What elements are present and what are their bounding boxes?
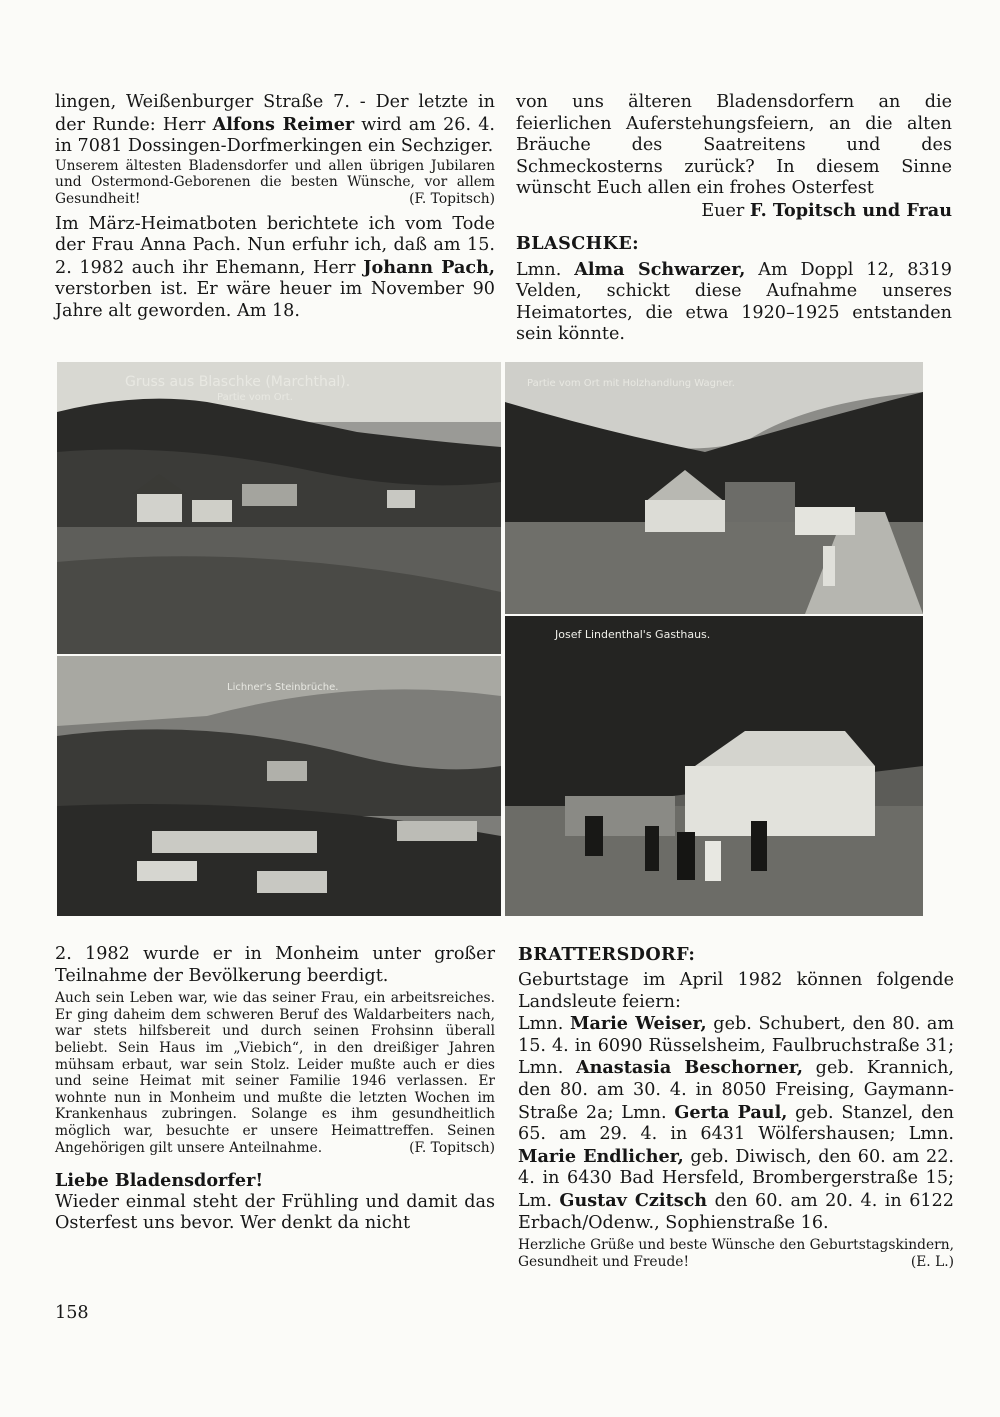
name-marie-endlicher: Marie Endlicher, xyxy=(518,1145,684,1167)
photo-title: Partie vom Ort mit Holzhandlung Wagner. xyxy=(527,378,735,389)
easter-greeting-end: von uns älteren Bladensdorfern an die feierlichen Auferstehungsfeiern, an die alten Bräuche des Saatreitens und des Schmeckosterns zurück? In diesem Sinne wünscht Euch allen ein frohes Osterfest xyxy=(516,92,952,199)
page-number: 158 xyxy=(55,1303,89,1323)
photo-title: Lichner's Steinbrüche. xyxy=(227,682,339,693)
name-gerta-paul: Gerta Paul, xyxy=(674,1101,788,1123)
photo-quarry xyxy=(57,656,501,916)
birthday-list: Lmn. Marie Weiser, geb. Schubert, den 80. am 15. 4. in 6090 Rüsselsheim, Faulbruchstraße 31; Lmn. Anastasia Beschorner, geb. Krannich, den 80. am 30. 4. in 8050 Freising, Gaymann-Straße 2a; Lmn. Gerta Paul, geb. Stanzel, den 65. am 29. 4. in 6431 Wölfershausen; Lmn. Marie Endlicher, geb. Diwisch, den 60. am 22. 4. in 6430 Bad Hersfeld, Brombergerstraße 15; Lm. Gustav Czitsch den 60. am 20. 4. in 6122 Erbach/Odenw., Sophienstraße 16. xyxy=(518,1013,955,1233)
photo-village-view xyxy=(57,362,501,654)
birthday-intro: Geburtstage im April 1982 können folgende Landsleute feiern: xyxy=(518,970,954,1012)
name-gustav-czitsch: Gustav Czitsch xyxy=(559,1189,708,1211)
heading-brattersdorf: BRATTERSDORF: xyxy=(518,944,696,965)
top-left-column xyxy=(55,92,495,323)
birthday-wish: Unserem ältesten Bladensdorfer und allen übrigen Jubilaren und Ostermond-Geborenen die besten Wünsche, vor allem Gesundheit! (F. Topitsch) xyxy=(55,157,495,207)
heading-liebe-bladensdorfer: Liebe Bladensdorfer! xyxy=(55,1170,264,1192)
name-anastasia-beschorner: Anastasia Beschorner, xyxy=(575,1057,804,1079)
reimer-paragraph: lingen, Weißenburger Straße 7. - Der letzte in der Runde: Herr Alfons Reimer wird am 26. 4. in 7081 Dossingen-Dorfmerkingen ein Sechziger. xyxy=(55,92,495,157)
birthday-wish: Herzliche Grüße und beste Wünsche den Geburtstagskindern, Gesundheit und Freude! (E. L.) xyxy=(518,1237,954,1270)
photo-title: Gruss aus Blaschke (Marchthal). xyxy=(125,374,351,390)
bottom-left-column xyxy=(55,944,495,1235)
schwarzer-paragraph: Lmn. Alma Schwarzer, Am Doppl 12, 8319 Velden, schickt diese Aufnahme unseres Heimatortes, die etwa 1920–1925 entstanden sein könnte. xyxy=(516,258,952,345)
top-right-column xyxy=(516,92,952,346)
pach-tribute: Auch sein Leben war, wie das seiner Frau, ein arbeitsreiches. Er ging daheim dem schweren Beruf des Waldarbeiters nach, war stets hilfsbereit und durch seinen Frohsinn überall beliebt. Sein Haus im „Viebich“, in den dreißiger Jahren mühsam erbaut, war sein Stolz. Leider mußte auch er dies und seine Heimat mit seiner Familie 1946 verlassen. Er wohnte nun in Monheim und mußte die letzten Wochen im Krankenhaus zubringen. Solange es ihm gesundheitlich möglich war, besuchte er unsere Heimattreffen. Seinen Angehörigen gilt unsere Anteilnahme. (F. Topitsch) xyxy=(55,990,495,1156)
name-alma-schwarzer: Alma Schwarzer, xyxy=(574,258,746,280)
photo-title: Josef Lindenthal's Gasthaus. xyxy=(555,628,711,641)
photo-inn xyxy=(505,616,923,916)
pach-obituary-end: 2. 1982 wurde er in Monheim unter großer Teilnahme der Bevölkerung beerdigt. xyxy=(55,944,495,986)
signature: (E. L.) xyxy=(910,1253,954,1270)
signature: (F. Topitsch) xyxy=(409,1139,495,1156)
name-johann-pach: Johann Pach, xyxy=(363,256,495,278)
bottom-right-column xyxy=(518,944,954,1270)
name-alfons-reimer: Alfons Reimer xyxy=(212,113,355,135)
heading-blaschke: BLASCHKE: xyxy=(516,232,640,254)
photo-subtitle: Partie vom Ort. xyxy=(217,392,293,403)
closing-signature: Euer F. Topitsch und Frau xyxy=(701,199,952,221)
name-marie-weiser: Marie Weiser, xyxy=(569,1013,707,1035)
easter-greeting-start: Wieder einmal steht der Frühling und damit das Osterfest uns bevor. Wer denkt da nicht xyxy=(55,1191,495,1234)
pach-obituary-start: Im März-Heimatboten berichtete ich vom Tode der Frau Anna Pach. Nun erfuhr ich, daß am 15. 2. 1982 auch ihr Ehemann, Herr Johann Pach, verstorben ist. Er wäre heuer im November 90 Jahre alt geworden. Am 18. xyxy=(55,213,495,321)
photo-wood-trade xyxy=(505,362,923,614)
signature: (F. Topitsch) xyxy=(409,190,495,207)
